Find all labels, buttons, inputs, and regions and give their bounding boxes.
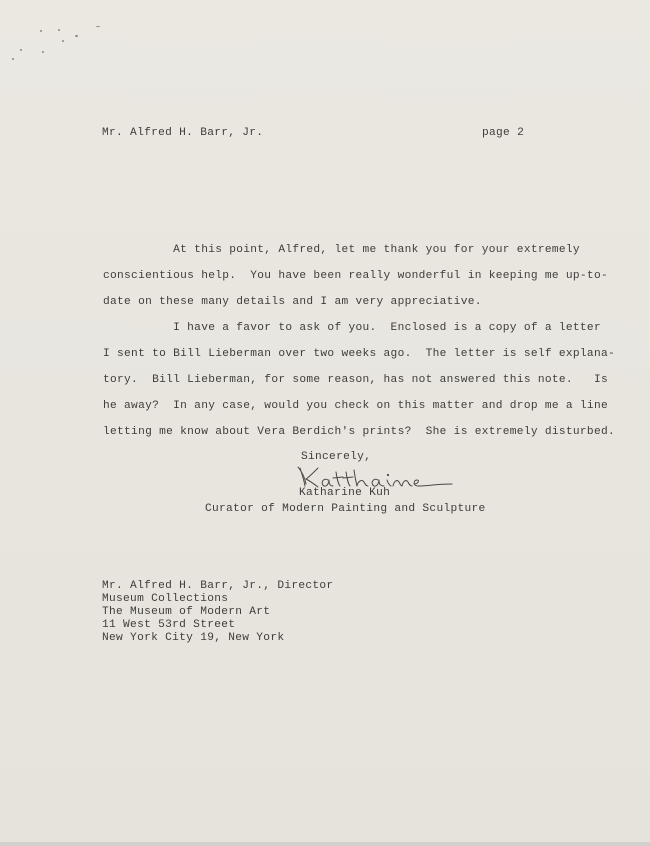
address-line: The Museum of Modern Art — [102, 606, 271, 618]
speck — [40, 30, 42, 32]
speck — [42, 51, 44, 53]
body-line: letting me know about Vera Berdich's prints? She is extremely disturbed. — [103, 426, 615, 438]
address-line: Museum Collections — [102, 593, 229, 605]
header-recipient: Mr. Alfred H. Barr, Jr. — [102, 127, 264, 139]
page-bottom-edge — [0, 842, 650, 846]
address-line: New York City 19, New York — [102, 632, 285, 644]
paper-specks — [8, 25, 103, 65]
speck — [75, 35, 78, 37]
body-line: conscientious help. You have been really wonderful in keeping me up-to- — [103, 270, 608, 282]
closing: Sincerely, — [301, 451, 372, 463]
body-line: I sent to Bill Lieberman over two weeks ago. The letter is self explana- — [103, 348, 615, 360]
address-line: 11 West 53rd Street — [102, 619, 236, 631]
speck — [58, 29, 60, 31]
body-line: date on these many details and I am very appreciative. — [103, 296, 482, 308]
speck — [12, 58, 14, 60]
address-line: Mr. Alfred H. Barr, Jr., Director — [102, 580, 334, 592]
speck — [96, 26, 100, 27]
body-line: At this point, Alfred, let me thank you for your extremely — [103, 244, 580, 256]
body-line: tory. Bill Lieberman, for some reason, has not answered this note. Is — [103, 374, 608, 386]
signer-name: Katharine Kuh — [299, 487, 391, 499]
signer-title: Curator of Modern Painting and Sculpture — [205, 503, 486, 515]
page-number: page 2 — [482, 127, 525, 139]
body-line: I have a favor to ask of you. Enclosed is a copy of a letter — [103, 322, 601, 334]
body-line: he away? In any case, would you check on this matter and drop me a line — [103, 400, 608, 412]
speck — [62, 40, 64, 42]
address-block — [102, 580, 333, 645]
speck — [20, 49, 22, 51]
